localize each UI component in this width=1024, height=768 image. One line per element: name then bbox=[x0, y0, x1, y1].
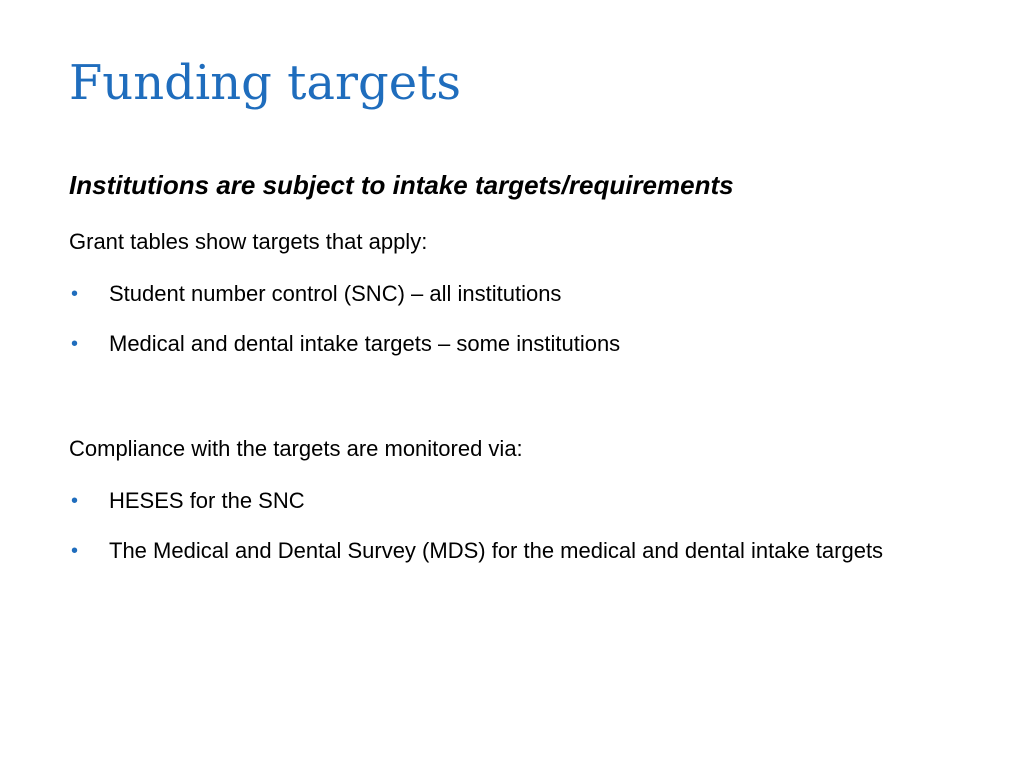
intro-paragraph: Grant tables show targets that apply: bbox=[69, 229, 428, 254]
bullet-icon: • bbox=[71, 283, 79, 305]
bullet-text: The Medical and Dental Survey (MDS) for the medical and dental intake targets bbox=[109, 538, 884, 563]
slide-title: Funding targets bbox=[69, 55, 462, 111]
bullet-text: Medical and dental intake targets – some institutions bbox=[109, 331, 621, 356]
targets-bullet-list bbox=[69, 276, 959, 362]
bullet-item-medical-dental bbox=[69, 326, 959, 362]
bullet-text: Student number control (SNC) – all institutions bbox=[109, 281, 562, 306]
bullet-item-mds bbox=[69, 533, 959, 569]
bullet-icon: • bbox=[71, 540, 79, 562]
bullet-icon: • bbox=[71, 333, 79, 355]
slide-subheading: Institutions are subject to intake targets/requirements bbox=[69, 170, 734, 200]
bullet-text: HESES for the SNC bbox=[109, 488, 305, 513]
bullet-icon: • bbox=[71, 490, 79, 512]
bullet-item-heses bbox=[69, 483, 959, 519]
compliance-paragraph: Compliance with the targets are monitored via: bbox=[69, 436, 523, 461]
bullet-item-snc bbox=[69, 276, 959, 312]
monitoring-bullet-list bbox=[69, 483, 959, 569]
